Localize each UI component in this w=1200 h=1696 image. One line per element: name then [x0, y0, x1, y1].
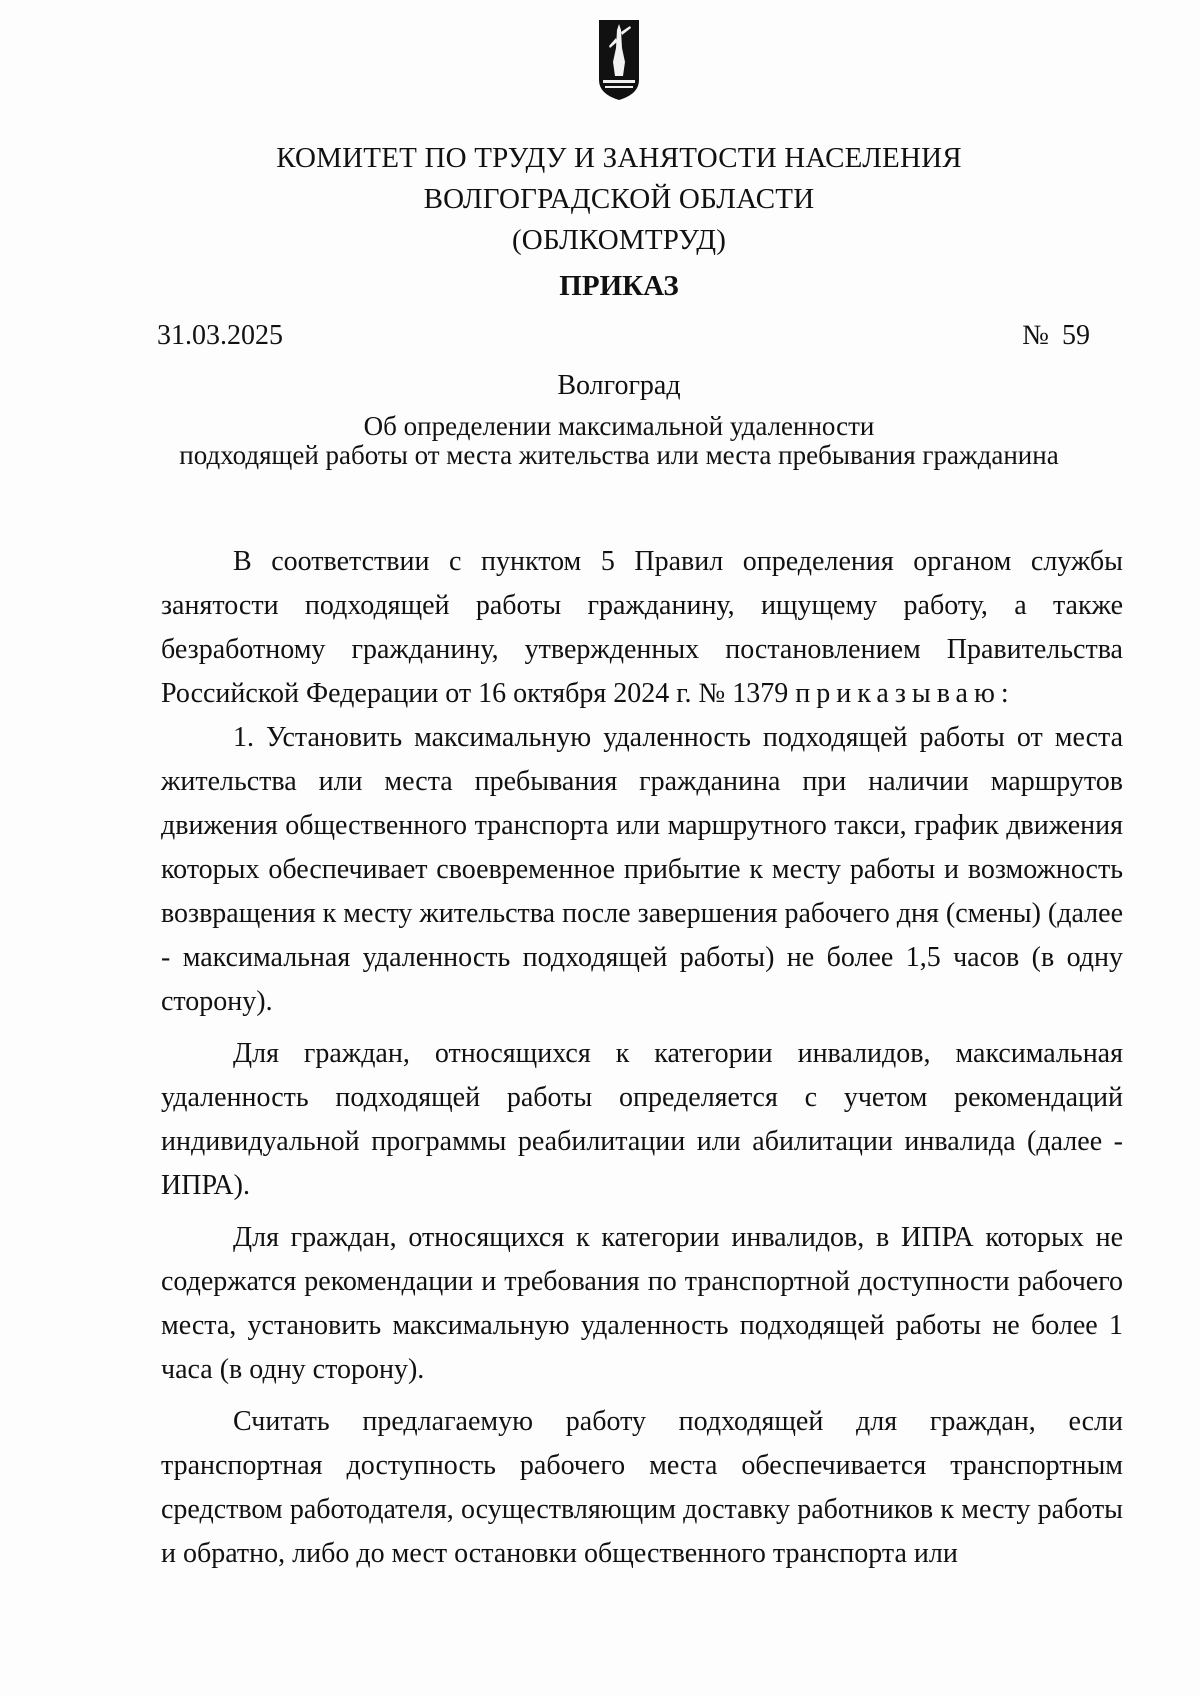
issue-city: Волгоград	[557, 370, 681, 401]
body-paragraph-employer-transport: Считать предлагаемую работу подходящей для граждан, если транспортная доступность рабочего места обеспечивается транспортным средством работодателя, осуществляющим доставку работников к месту работы и обратно, либо до мест остановки общественного транспорта или	[161, 1406, 1123, 1569]
body-paragraph-disabled-citizens: Для граждан, относящихся к категории инвалидов, максимальная удаленность подходящей работы определяется с учетом рекомендаций индивидуальной программы реабилитации или абилитации инвалида (далее - ИПРА).	[161, 1038, 1123, 1201]
body-paragraph-ipra: Для граждан, относящихся к категории инвалидов, в ИПРА которых не содержатся рекомендации и требования по транспортной доступности рабочего места, установить максимальную удаленность подходящей работы не более 1 часа (в одну сторону).	[161, 1222, 1123, 1385]
organization-short-name: (ОБЛКОМТРУД)	[511, 224, 727, 256]
order-date: 31.03.2025	[157, 320, 283, 351]
volgograd-coat-of-arms-icon	[597, 18, 641, 102]
order-subject-line-2: подходящей работы от места жительства или места пребывания гражданина	[179, 440, 1059, 470]
body-paragraph-item-1: 1. Установить максимальную удаленность подходящей работы от места жительства или места пребывания гражданина при наличии маршрутов движения общественного транспорта или маршрутного такси, график движения которых обеспечивает своевременное прибытие к месту работы и возможность возвращения к месту жительства после завершения рабочего дня (смены) (далее - максимальная удаленность подходящей работы) не более 1,5 часов (в одну сторону).	[161, 722, 1123, 1017]
order-number: № 59	[1022, 320, 1090, 351]
organization-header	[0, 138, 1200, 261]
order-subject	[0, 412, 1200, 470]
document-type-title: ПРИКАЗ	[559, 270, 679, 302]
body-paragraph-preamble	[161, 540, 1123, 716]
order-directive-word: приказываю:	[795, 678, 1015, 709]
preamble-text: В соответствии с пунктом 5 Правил определения органом службы занятости подходящей работы гражданину, ищущему работу, а также безработному гражданину, утвержденных постановлением Правительства Российской Федерации от 16 октября 2024 г. № 1379	[161, 546, 1123, 709]
order-body	[161, 540, 1123, 1576]
organization-name-line-1: КОМИТЕТ ПО ТРУДУ И ЗАНЯТОСТИ НАСЕЛЕНИЯ	[276, 142, 962, 174]
order-subject-line-1: Об определении максимальной удаленности	[363, 411, 875, 441]
organization-name-line-2: ВОЛГОГРАДСКОЙ ОБЛАСТИ	[423, 183, 815, 215]
